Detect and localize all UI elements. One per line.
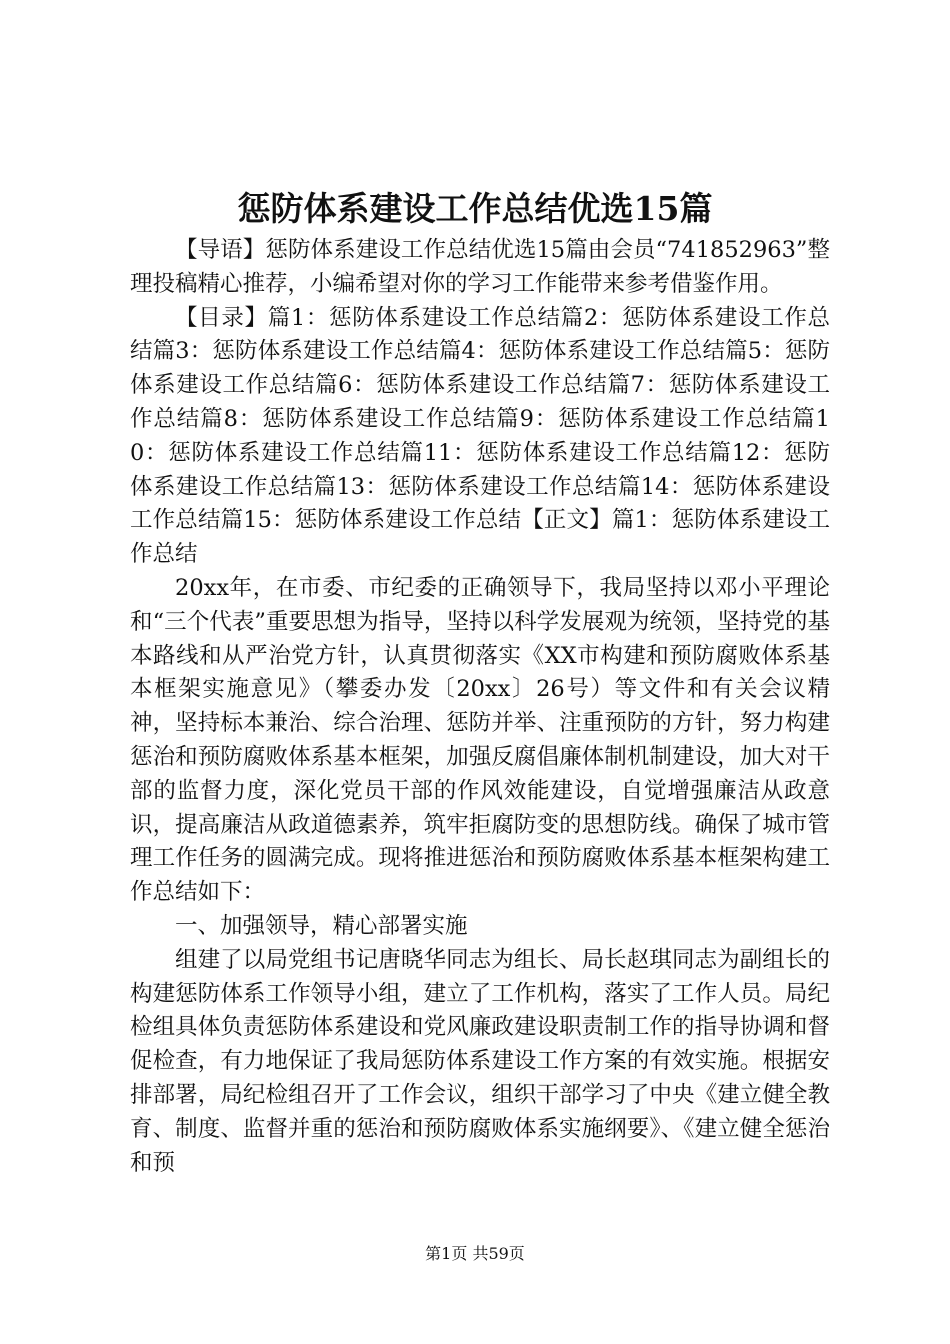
- section-heading: 一、加强领导，精心部署实施: [175, 912, 468, 939]
- page-number-footer: 第1页 共59页: [425, 1244, 525, 1263]
- table-of-contents-paragraph: 【目录】篇1：惩防体系建设工作总结篇2：惩防体系建设工作总结篇3：惩防体系建设工作总结篇4：惩防体系建设工作总结篇5：惩防体系建设工作总结篇6：惩防体系建设工作总结篇7：惩防体系建设工作总结篇8：惩防体系建设工作总结篇9：惩防体系建设工作总结篇10：惩防体系建设工作总结篇11：惩防体系建设工作总结篇12：惩防体系建设工作总结篇13：惩防体系建设工作总结篇14：惩防体系建设工作总结篇15：惩防体系建设工作总结【正文】篇1：惩防体系建设工作总结: [130, 304, 830, 568]
- intro-paragraph: 【导语】惩防体系建设工作总结优选15篇由会员“741852963”整理投稿精心推荐，小编希望对你的学习工作能带来参考借鉴作用。: [130, 237, 830, 297]
- body-paragraph: 组建了以局党组书记唐晓华同志为组长、局长赵琪同志为副组长的构建惩防体系工作领导小组，建立了工作机构，落实了工作人员。局纪检组具体负责惩防体系建设和党风廉政建设职责制工作的指导协调和督促检查，有力地保证了我局惩防体系建设工作方案的有效实施。根据安排部署，局纪检组召开了工作会议，组织干部学习了中央《建立健全教育、制度、监督并重的惩治和预防腐败体系实施纲要》、《建立健全惩治和预: [130, 946, 830, 1176]
- document-body: [130, 234, 830, 1180]
- document-title: 惩防体系建设工作总结优选15篇: [237, 189, 713, 228]
- body-paragraph: 20xx年，在市委、市纪委的正确领导下，我局坚持以邓小平理论和“三个代表”重要思想为指导，坚持以科学发展观为统领，坚持党的基本路线和从严治党方针，认真贯彻落实《XX市构建和预防腐败体系基本框架实施意见》（攀委办发〔20xx〕26号）等文件和有关会议精神，坚持标本兼治、综合治理、惩防并举、注重预防的方针，努力构建惩治和预防腐败体系基本框架，加强反腐倡廉体制机制建设，加大对干部的监督力度，深化党员干部的作风效能建设，自觉增强廉洁从政意识，提高廉洁从政道德素养，筑牢拒腐防变的思想防线。确保了城市管理工作任务的圆满完成。现将推进惩治和预防腐败体系基本框架构建工作总结如下：: [130, 574, 830, 906]
